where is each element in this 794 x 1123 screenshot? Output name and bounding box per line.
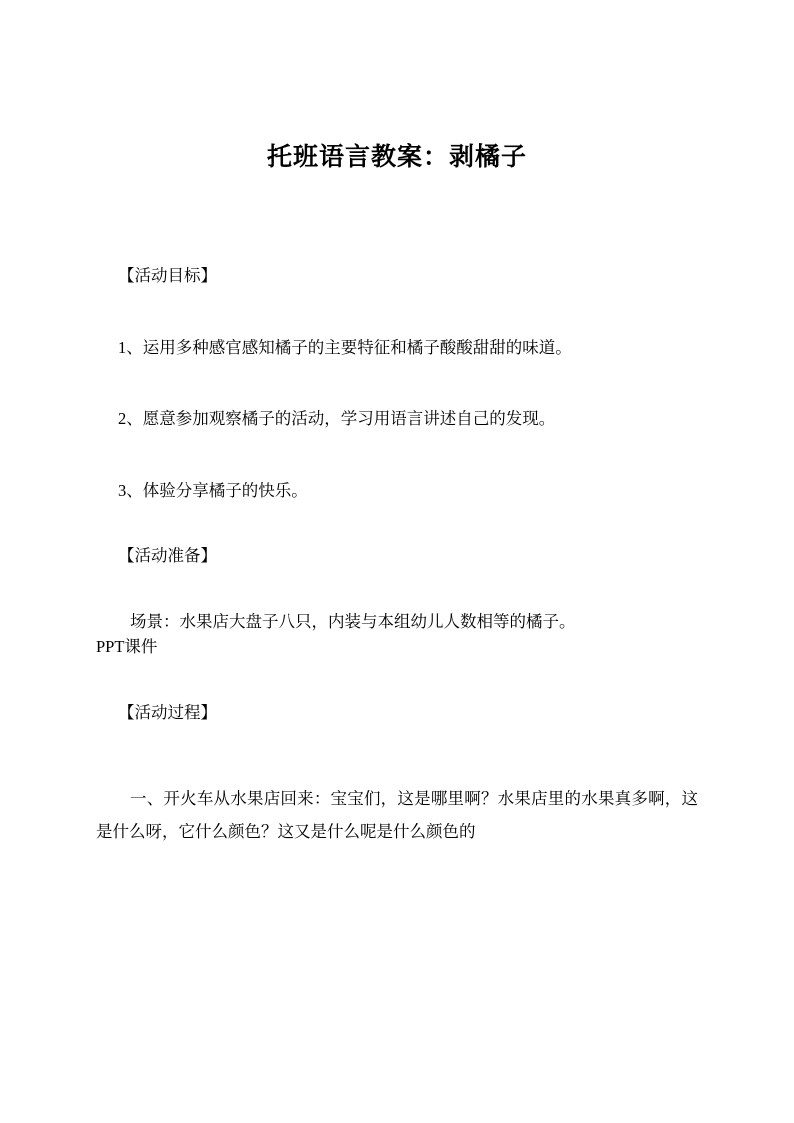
preparation-line-1: 场景：水果店大盘子八只，内装与本组幼儿人数相等的橘子。 — [130, 611, 576, 631]
section-heading-goals: 【活动目标】 — [118, 266, 217, 285]
spacer — [96, 289, 698, 335]
goal-item-3: 3、体验分享橘子的快乐。 — [118, 480, 308, 500]
process-paragraph: 一、开火车从水果店回来：宝宝们，这是哪里啊？水果店里的水果真多啊，这是什么呀，它什么颜色？这又是什么呢是什么颜色的 — [96, 789, 698, 841]
goal-item-2: 2、愿意参加观察橘子的活动，学习用语言讲述自己的发现。 — [118, 409, 556, 429]
spacer — [96, 360, 698, 406]
preparation-line-2: PPT课件 — [96, 637, 158, 657]
spacer — [96, 569, 698, 609]
spacer — [96, 503, 698, 543]
goal-item-1: 1、运用多种感官感知橘子的主要特征和橘子酸酸甜甜的味道。 — [118, 337, 572, 357]
spacer — [96, 432, 698, 478]
spacer — [96, 660, 698, 700]
spacer — [96, 726, 698, 766]
section-heading-process: 【活动过程】 — [118, 702, 217, 722]
document-body — [96, 263, 698, 848]
page-title: 托班语言教案：剥橘子 — [266, 144, 527, 171]
section-heading-preparation: 【活动准备】 — [118, 546, 217, 566]
